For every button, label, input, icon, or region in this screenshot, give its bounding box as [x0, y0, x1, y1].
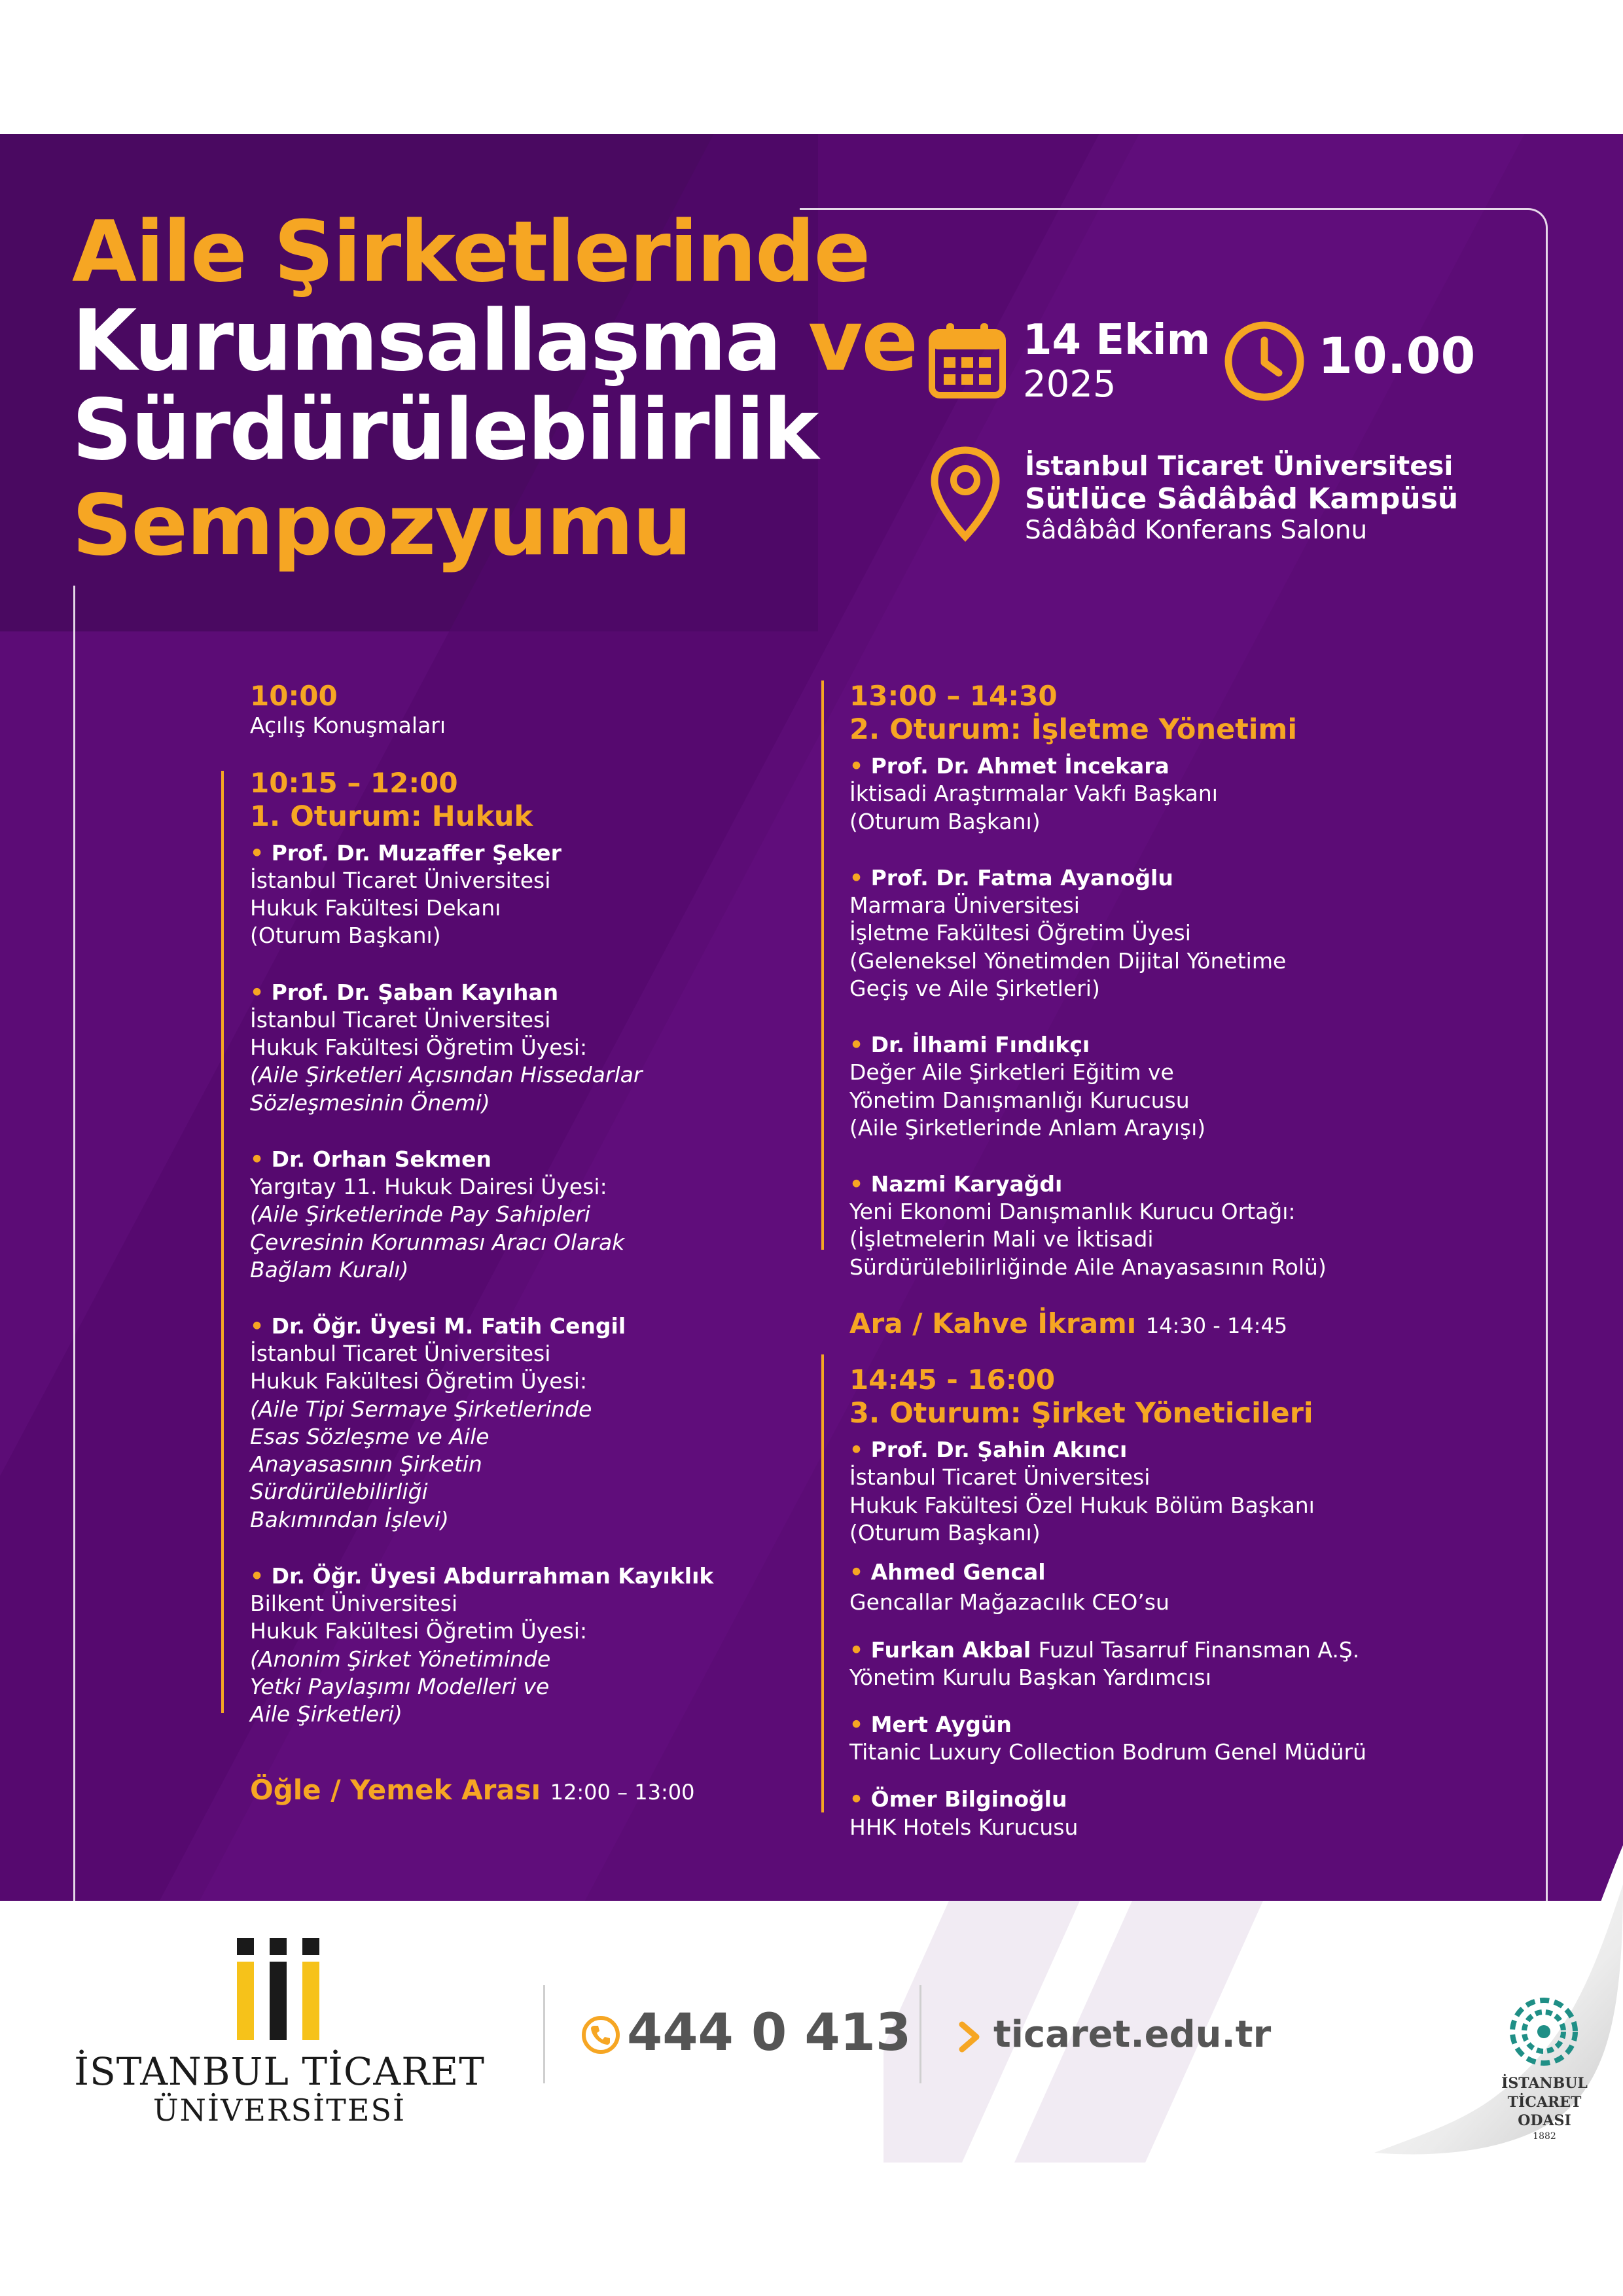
event-date-year: 2025 — [1023, 363, 1116, 406]
speaker: • Ahmed Gencal Gencallar Mağazacılık CEO’su — [849, 1559, 1169, 1616]
frame-border-left — [73, 586, 75, 1901]
program-right — [849, 680, 1504, 1841]
speaker: • Prof. Dr. Fatma Ayanoğlu Marmara Üniversitesi İşletme Fakültesi Öğretim Üyesi (Geleneksel Yönetimden Dijital Yönetime Geçiş ve Aile Şirketleri) — [849, 864, 1287, 1001]
opening-time: 10:00 — [250, 680, 338, 712]
clock-icon — [1224, 321, 1305, 402]
lunch-break: Öğle / Yemek Arası 12:00 – 13:00 — [250, 1774, 695, 1807]
university-name-line-1: İSTANBUL TİCARET — [74, 2049, 485, 2094]
chevron-right-icon — [957, 2021, 983, 2053]
venue-line-3: Sâdâbâd Konferans Salonu — [1025, 516, 1368, 545]
speaker: • Dr. Öğr. Üyesi M. Fatih Cengil İstanbul Ticaret Üniversitesi Hukuk Fakültesi Öğretim Üyesi: (Aile Tipi Sermaye Şirketlerinde Esas Sözleşme ve Aile Anayasasının Şirketin Sürdürülebilirliği Bakımından İşlevi) — [250, 1313, 626, 1532]
session-1-title: 1. Oturum: Hukuk — [250, 800, 533, 833]
chamber-name: İSTANBUL TİCARET ODASI 1882 — [1501, 2075, 1588, 2142]
coffee-break: Ara / Kahve İkramı 14:30 - 14:45 — [849, 1307, 1288, 1339]
phone-number[interactable]: 444 0 413 — [627, 2004, 912, 2062]
title-line-2: Kurumsallaşma ve — [72, 292, 918, 390]
venue-line-1: İstanbul Ticaret Üniversitesi — [1025, 450, 1454, 482]
speaker: • Dr. Öğr. Üyesi Abdurrahman Kayıklık Bilkent Üniversitesi Hukuk Fakültesi Öğretim Üyesi: (Anonim Şirket Yönetiminde Yetki Paylaşımı Modelleri ve Aile Şirketleri) — [250, 1563, 714, 1727]
website-link[interactable]: ticaret.edu.tr — [993, 2013, 1272, 2056]
footer-divider — [919, 1985, 921, 2083]
session-3-bar — [821, 1354, 824, 1812]
event-date-day: 14 Ekim — [1023, 316, 1211, 364]
session-2-title: 2. Oturum: İşletme Yönetimi — [849, 713, 1298, 747]
university-logo-icon — [237, 1938, 319, 2040]
speaker: • Prof. Dr. Ahmet İncekara İktisadi Araştırmalar Vakfı Başkanı (Oturum Başkanı) — [849, 753, 1218, 834]
speaker: • Nazmi Karyağdı Yeni Ekonomi Danışmanlık Kurucu Ortağı: (İşletmelerin Mali ve İktisadi Sürdürülebilirliğinde Aile Anayasasının Rolü) — [849, 1171, 1327, 1280]
calendar-icon — [928, 322, 1007, 399]
speaker: • Furkan Akbal Fuzul Tasarruf Finansman A.Ş. Yönetim Kurulu Başkan Yardımcısı — [849, 1636, 1360, 1690]
location-pin-icon — [929, 446, 1001, 542]
venue-line-2: Sütlüce Sâdâbâd Kampüsü — [1025, 482, 1459, 516]
chamber-logo-icon — [1508, 1996, 1580, 2068]
footer-divider — [543, 1985, 545, 2083]
speaker: • Ömer Bilginoğlu HHK Hotels Kurucusu — [849, 1786, 1079, 1840]
speaker: • Dr. İlhami Fındıkçı Değer Aile Şirketleri Eğitim ve Yönetim Danışmanlığı Kurucusu (Aile Şirketlerinde Anlam Arayışı) — [849, 1032, 1206, 1140]
session-3-title: 3. Oturum: Şirket Yöneticileri — [849, 1397, 1313, 1430]
speaker: • Prof. Dr. Şaban Kayıhan İstanbul Ticaret Üniversitesi Hukuk Fakültesi Öğretim Üyesi: (Aile Şirketleri Açısından Hissedarlar Sözleşmesinin Önemi) — [250, 979, 643, 1116]
opening-title: Açılış Konuşmaları — [250, 713, 446, 739]
session-1-bar — [221, 771, 224, 1713]
session-3-time: 14:45 - 16:00 — [849, 1363, 1056, 1396]
title-line-1: Aile Şirketlerinde — [72, 203, 870, 301]
session-1-time: 10:15 – 12:00 — [250, 766, 458, 799]
speaker: • Dr. Orhan Sekmen Yargıtay 11. Hukuk Dairesi Üyesi: (Aile Şirketlerinde Pay Sahipleri Çevresinin Korunması Aracı Olarak Bağlam Kuralı) — [250, 1146, 625, 1282]
university-name-line-2: ÜNİVERSİTESİ — [152, 2093, 406, 2128]
title-line-4: Sempozyumu — [72, 477, 691, 574]
speaker: • Prof. Dr. Muzaffer Şeker İstanbul Ticaret Üniversitesi Hukuk Fakültesi Dekanı (Oturum Başkanı) — [250, 839, 562, 949]
session-2-time: 13:00 – 14:30 — [849, 680, 1058, 712]
speaker: • Prof. Dr. Şahin Akıncı İstanbul Ticaret Üniversitesi Hukuk Fakültesi Özel Hukuk Bölüm Başkanı (Oturum Başkanı) — [849, 1437, 1315, 1545]
event-time: 10.00 — [1318, 327, 1476, 385]
title-line-3: Sürdürülebilirlik — [72, 381, 818, 479]
speaker: • Mert Aygün Titanic Luxury Collection Bodrum Genel Müdürü — [849, 1712, 1367, 1765]
phone-icon — [581, 2015, 620, 2055]
session-2-bar — [821, 680, 824, 1250]
program-left — [250, 680, 826, 1806]
